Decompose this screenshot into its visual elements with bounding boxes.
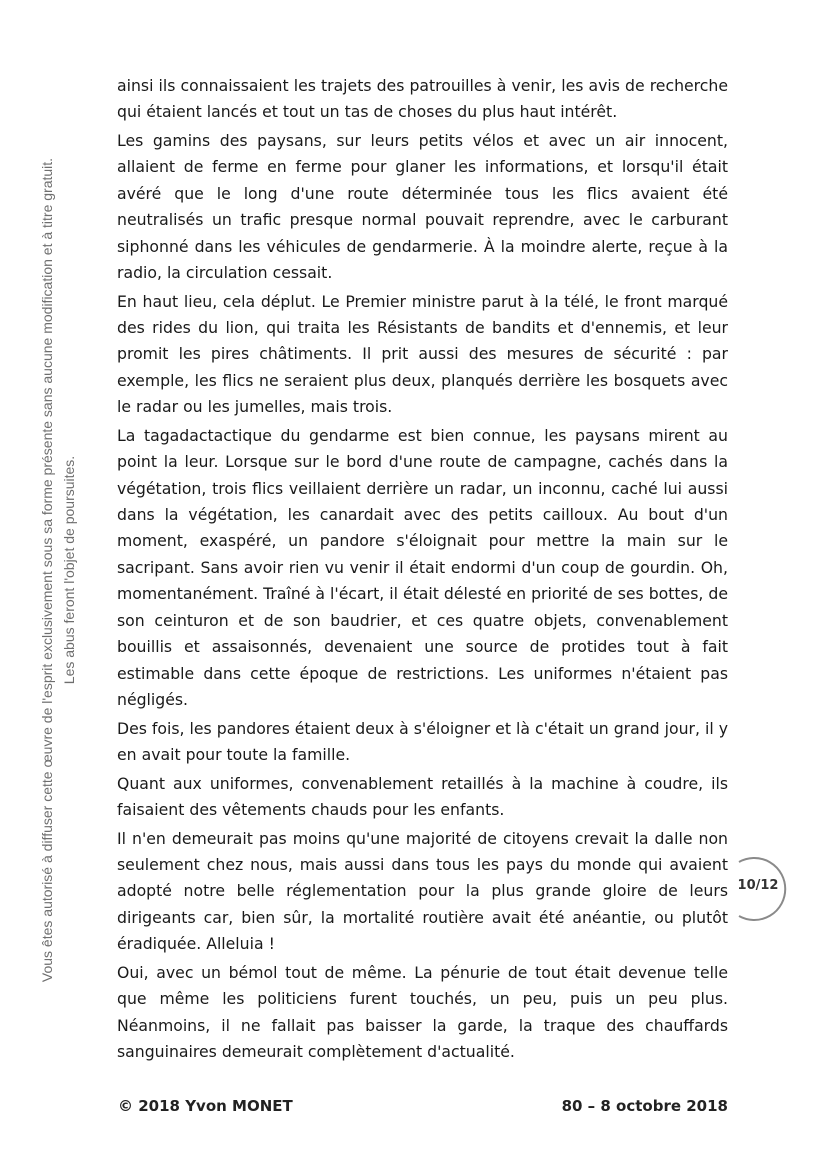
- paragraph: En haut lieu, cela déplut. Le Premier ministre parut à la télé, le front marqué des rides du lion, qui traita les Résistants de bandits et d'ennemis, et leur promit les pires châtiments. Il prit aussi des mesures de sécurité : par exemple, les flics ne seraient plus deux, planqués derrière les bosquets avec le radar ou les jumelles, mais trois.: [117, 291, 728, 417]
- side-notice-line-1: Vous êtes autorisé à diffuser cette œuvre de l'esprit exclusivement sous sa forme présente sans aucune modification et à titre gratuit.: [39, 157, 55, 983]
- page-counter-badge: [725, 856, 791, 922]
- paragraph: ainsi ils connaissaient les trajets des patrouilles à venir, les avis de recherche qui étaient lancés et tout un tas de choses du plus haut intérêt.: [117, 76, 728, 122]
- footer-copyright: © 2018 Yvon MONET: [118, 1097, 293, 1115]
- paragraph: Les gamins des paysans, sur leurs petits vélos et avec un air innocent, allaient de ferme en ferme pour glaner les informations, et lorsqu'il était avéré que le long d'une route déterminée tous les flics avaient été neutralisés un trafic presque normal pouvait reprendre, avec le carburant siphonné dans les véhicules de gendarmerie. À la moindre alerte, reçue à la radio, la circulation cessait.: [117, 131, 728, 283]
- paragraph: Il n'en demeurait pas moins qu'une majorité de citoyens crevait la dalle non seulement chez nous, mais aussi dans tous les pays du monde qui avaient adopté notre belle réglementation pour la plus grande gloire de leurs dirigeants car, bien sûr, la mortalité routière avait été anéantie, ou plutôt éradiquée. Alleluia !: [117, 828, 728, 954]
- side-copyright-notice: [36, 80, 80, 1060]
- footer-page-date: 80 – 8 octobre 2018: [561, 1097, 728, 1115]
- paragraph: Quant aux uniformes, convenablement retaillés à la machine à coudre, ils faisaient des vêtements chauds pour les enfants.: [117, 773, 728, 819]
- body-text: [117, 73, 728, 1068]
- paragraph: La tagadactactique du gendarme est bien connue, les paysans mirent au point la leur. Lorsque sur le bord d'une route de campagne, cachés dans la végétation, trois flics veillaient derrière un radar, un inconnu, caché lui aussi dans la végétation, les canardait avec des petits cailloux. Au bout d'un moment, exaspéré, un pandore s'éloignait pour mettre la main sur le sacripant. Sans avoir rien vu venir il était endormi d'un coup de gourdin. Oh, momentanément. Traîné à l'écart, il était délesté en priorité de ses bottes, de son ceinturon et de son baudrier, et ces quatre objets, convenablement bouillis et assaisonnés, devenaient une source de protides tout à fait estimable dans cette époque de restrictions. Les uniformes n'étaient pas négligés.: [117, 425, 728, 709]
- side-notice-line-2: Les abus feront l'objet de poursuites.: [61, 455, 77, 685]
- paragraph: Des fois, les pandores étaient deux à s'éloigner et là c'était un grand jour, il y en avait pour toute la famille.: [117, 718, 728, 764]
- paragraph: Oui, avec un bémol tout de même. La pénurie de tout était devenue telle que même les politiciens furent touchés, un peu, puis un peu plus. Néanmoins, il ne fallait pas baisser la garde, la traque des chauffards sanguinaires demeurait complètement d'actualité.: [117, 962, 728, 1061]
- page-counter-label: 10/12: [737, 878, 779, 893]
